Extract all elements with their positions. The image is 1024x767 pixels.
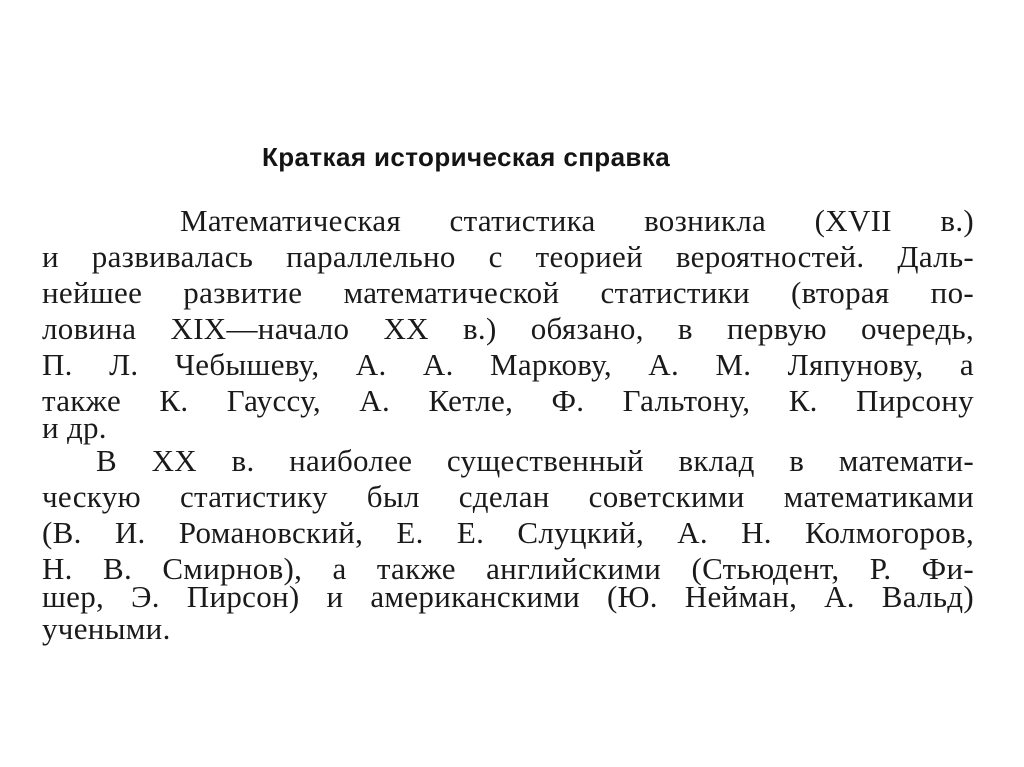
text-line: шер, Э. Пирсон) и американскими (Ю. Нейман, А. Вальд) [42,579,974,614]
text-line: В XX в. наиболее существенный вклад в математи- [96,443,974,478]
text-line: ловина XIX—начало XX в.) обязано, в первую очередь, [42,311,974,346]
text-line: и развивалась параллельно с теорией вероятностей. Даль- [42,239,974,274]
text-line: нейшее развитие математической статистики (вторая по- [42,275,974,310]
text-line: (В. И. Романовский, Е. Е. Слуцкий, А. Н. Колмогоров, [42,515,974,550]
text-line: также К. Гауссу, А. Кетле, Ф. Гальтону, К. Пирсону [42,383,974,418]
text-line: ческую статистику был сделан советскими математиками [42,479,974,514]
text-line: П. Л. Чебышеву, А. А. Маркову, А. М. Ляпунову, а [42,347,974,382]
page-title: Краткая историческая справка [262,142,671,172]
text-line: Н. В. Смирнов), а также английскими (Стьюдент, Р. Фи- [42,551,974,586]
text-line: Математическая статистика возникла (XVII в.) [180,203,974,238]
text-line: учеными. [42,611,171,646]
text-line: и др. [42,410,107,445]
